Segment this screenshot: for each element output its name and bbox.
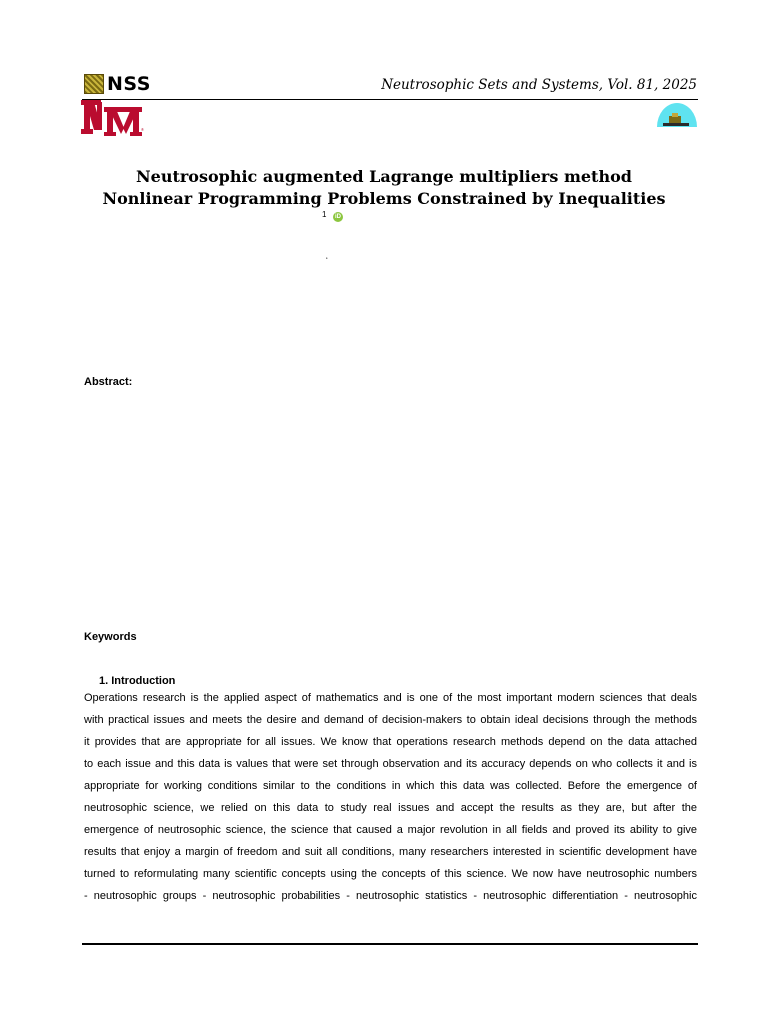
stray-mark: ʻ <box>326 256 328 265</box>
paper-title-line-2: Nonlinear Programming Problems Constrained by Inequalities <box>102 189 666 208</box>
body-line: - neutrosophic groups - neutrosophic probabilities - neutrosophic statistics - neutrosophic differentiation - neutrosophic <box>84 890 697 902</box>
nss-logo <box>84 74 151 94</box>
keywords-heading: Keywords <box>84 631 137 643</box>
paper-title-line-1: Neutrosophic augmented Lagrange multipliers method <box>136 167 632 186</box>
nss-logo-text: NSS <box>107 73 151 95</box>
body-line: appropriate for working conditions similar to the conditions in which this data was collected. Before the emergence of <box>84 780 697 792</box>
body-line: results that enjoy a margin of freedom and suit all conditions, many researchers interested in scientific development have <box>84 846 697 858</box>
paper-title <box>84 166 684 210</box>
abstract-heading: Abstract: <box>84 376 133 388</box>
journal-citation: Neutrosophic Sets and Systems, Vol. 81, 2025 <box>381 77 697 93</box>
unm-logo-icon <box>80 98 146 138</box>
nss-logo-mark-icon <box>84 74 104 94</box>
body-line: Operations research is the applied aspect of mathematics and is one of the most important modern sciences that deals <box>84 692 697 704</box>
footer-divider <box>82 943 698 945</box>
body-line: emergence of neutrosophic science, the science that caused a major revolution in all fields and proved its ability to give <box>84 824 697 836</box>
svg-text:®: ® <box>141 127 144 132</box>
orcid-icon[interactable]: iD <box>335 214 341 220</box>
journal-emblem-icon <box>655 100 699 128</box>
header-divider <box>82 99 698 100</box>
body-line: neutrosophic science, we relied on this data to study real issues and accept the results as they are, but after the <box>84 802 697 814</box>
body-line: with practical issues and meets the desire and demand of decision-makers to obtain ideal decisions through the methods <box>84 714 697 726</box>
introduction-body <box>84 687 697 907</box>
body-line: to each issue and this data is values that were set through observation and its accuracy depends on who collects it and is <box>84 758 697 770</box>
introduction-heading: 1. Introduction <box>99 675 176 687</box>
body-line: turned to reformulating many scientific concepts using the concepts of this science. We now have neutrosophic numbers <box>84 868 697 880</box>
body-line: it provides that are appropriate for all issues. We know that operations research methods depend on the data attached <box>84 736 697 748</box>
author-affiliation-mark: 1 <box>322 210 327 219</box>
